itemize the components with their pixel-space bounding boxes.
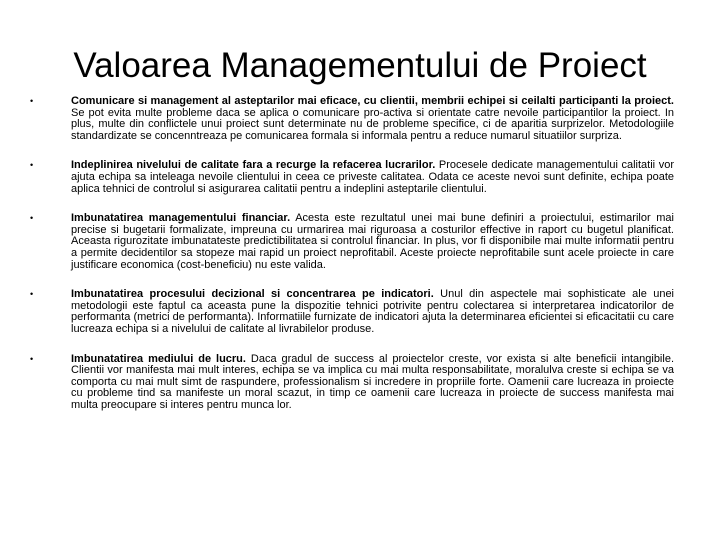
bullet-text: Acesta este rezultatul unei mai bune definiri a proiectului, estimarilor mai precise si bugetarii formalizate, impreuna cu urmarirea mai riguroasa a costurilor effective in raport cu bugetul planificat. Aceasta rigurozitate imbunatateste predictibilitatea si controlul financiar. In plus, vor fi disponibile mai multe informatii pentru a permite decidentilor sa stopeze mai rapid un proiect neprofitabil. Aceste proiecte neprofitabile sunt acele proiecte in care justificare economica (cost-beneficiu) nu este valida. xyxy=(71,212,674,271)
bullet-item-quality xyxy=(30,160,674,195)
bullet-item-environment xyxy=(30,354,674,412)
bullet-heading: Imbunatatirea managementului financiar. xyxy=(71,212,291,225)
bullet-heading: Indeplinirea nivelului de calitate fara a recurge la refacerea lucrarilor. xyxy=(71,159,436,172)
bullet-text: Procesele dedicate managementului calitatii vor ajuta echipa sa inteleaga nevoile clientului in ceea ce priveste calitatea. Odata ce aceste nevoi sunt definite, echipa poate aplica tehnici de controlul si asigurarea calitatii pentru a indeplini asteptarile clientului. xyxy=(71,159,674,195)
bullet-dot-icon: • xyxy=(30,289,34,300)
bullet-dot-icon: • xyxy=(30,160,34,171)
bullet-text: Daca gradul de success al proiectelor creste, vor exista si alte beneficii intangibile. Clientii vor manifesta mai mult interes, echipa se va implica cu mai multa responsabilitate, moralulva creste si echipa se va comporta cu mai mult simt de raspundere, professionalism si incredere in propriile forte. Oamenii care lucreaza in proiecte cu probleme tind sa manifeste un moral scazut, in timp ce oamenii care lucreaza in proiecte de success manifesta mai multa preocupare si interes pentru munca lor. xyxy=(71,352,674,411)
bullet-list xyxy=(30,96,674,411)
bullet-text: Unul din aspectele mai sophisticate ale unei metodologii este faptul ca aceasta pune la dispozitie tehnici potrivite pentru colectarea si interpretarea indicatorilor de performanta (metrici de performanta). Informatiile furnizate de indicatori ajuta la determinarea eficientei si eficacitatii cu care lucreaza echipa si a nivelului de calitate al livrabilelor produse. xyxy=(71,288,674,335)
bullet-heading: Imbunatatirea procesului decizional si concentrarea pe indicatori. xyxy=(71,288,434,301)
slide-title: Valoarea Managementului de Proiect xyxy=(73,46,647,85)
bullet-heading: Imbunatatirea mediului de lucru. xyxy=(71,352,246,365)
bullet-item-financial xyxy=(30,213,674,271)
bullet-dot-icon: • xyxy=(30,353,34,364)
bullet-dot-icon: • xyxy=(30,213,34,224)
bullet-dot-icon: • xyxy=(30,96,34,106)
bullet-heading: Comunicare si management al asteptarilor mai eficace, cu clientii, membrii echipei si ceilalti participanti la proiect. xyxy=(71,95,674,107)
bullet-text: Se pot evita multe probleme daca se aplica o comunicare pro-activa si orientate catre nevoile participantilor la proiect. In plus, multe din conflictele unui proiect sunt determinate nu de probleme specifice, ci de aparitia surprizelor. Metodologiile standardizate se concenntreaza pe comunicarea formala si informala pentru a reduce numarul situatiilor surpriza. xyxy=(71,106,674,142)
bullet-item-communication xyxy=(30,96,674,142)
bullet-item-decision xyxy=(30,289,674,335)
